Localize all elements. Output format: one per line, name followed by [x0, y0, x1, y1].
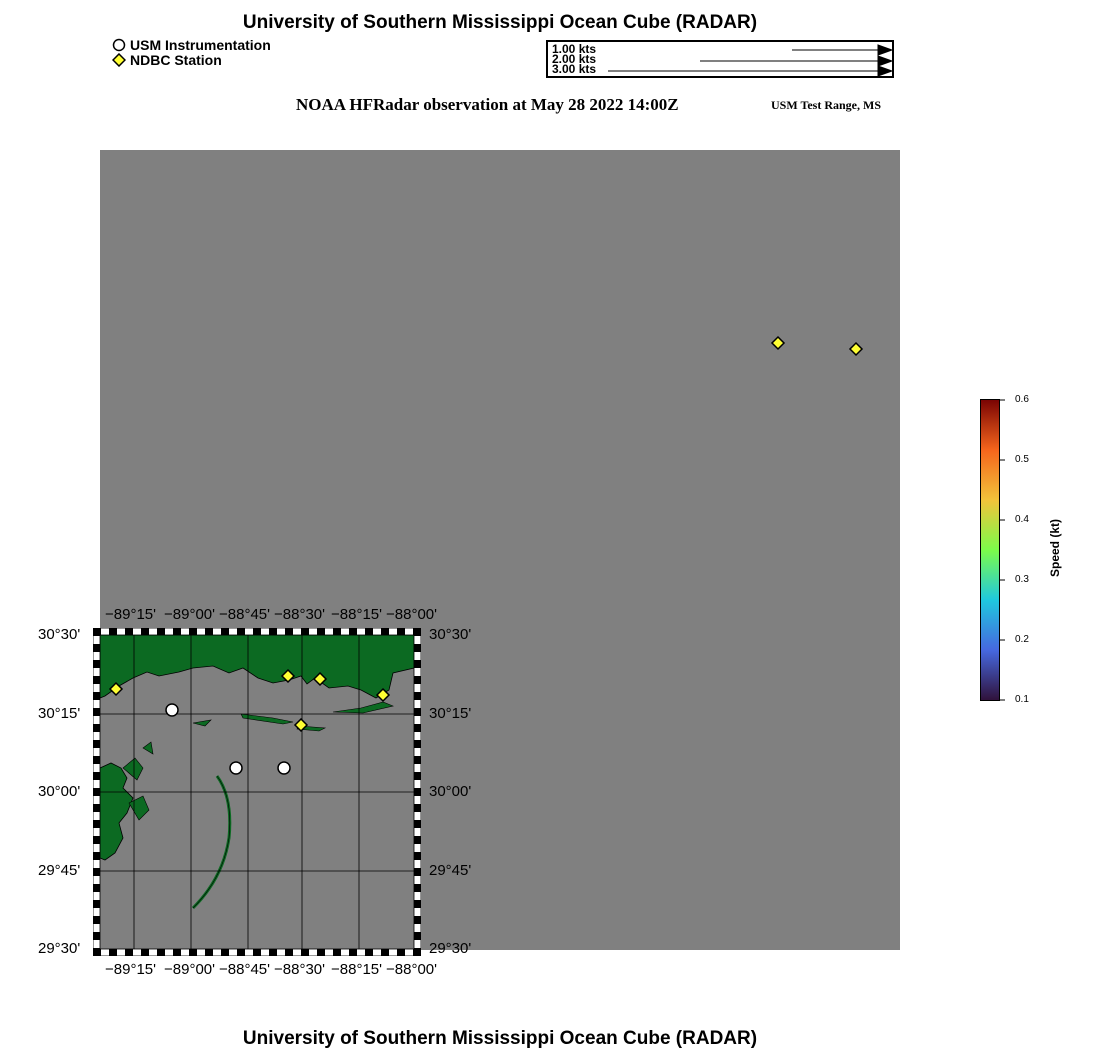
- symbol-legend: [112, 37, 271, 68]
- lat-label-right-4: 29°45': [429, 862, 472, 879]
- lat-label-left-1: 30°30': [38, 626, 81, 643]
- speed-colorbar: [980, 399, 1000, 701]
- legend-ndbc: [112, 52, 271, 68]
- speed-ref-2: 2.00 kts: [552, 52, 597, 66]
- footer-title: University of Southern Mississippi Ocean Cube (RADAR): [242, 1028, 758, 1049]
- usm-circle-icon: [112, 38, 126, 52]
- colorbar-ticks: [999, 399, 1013, 701]
- lon-label-bottom-4: −88°30': [274, 961, 325, 978]
- lon-label-bottom-6: −88°00': [386, 961, 437, 978]
- colorbar-tick: 0.3: [1015, 574, 1029, 585]
- lon-label-top-6: −88°00': [386, 606, 437, 623]
- speed-reference-box: [546, 40, 894, 78]
- inset-map[interactable]: [93, 628, 421, 956]
- lat-label-left-5: 29°30': [38, 940, 81, 957]
- lat-label-right-1: 30°30': [429, 626, 472, 643]
- colorbar-tick: 0.4: [1015, 514, 1029, 525]
- location-label: USM Test Range, MS: [771, 98, 882, 112]
- lon-label-top-4: −88°30': [274, 606, 325, 623]
- lat-label-left-2: 30°15': [38, 705, 81, 722]
- usm-instrument-marker: [230, 762, 242, 774]
- lon-label-top-1: −89°15': [105, 606, 156, 623]
- lon-label-bottom-5: −88°15': [331, 961, 382, 978]
- legend-ndbc-label: NDBC Station: [130, 52, 222, 68]
- usm-instrument-marker: [278, 762, 290, 774]
- speed-ref-3: 3.00 kts: [552, 62, 597, 76]
- inset-frame-top: [93, 628, 421, 635]
- speed-ref-1: 1.00 kts: [552, 42, 597, 56]
- lon-label-bottom-3: −88°45': [219, 961, 270, 978]
- inset-map-svg: [93, 628, 421, 956]
- inset-frame-bottom: [93, 949, 421, 956]
- lat-label-right-2: 30°15': [429, 705, 472, 722]
- lat-label-left-3: 30°00': [38, 783, 81, 800]
- colorbar-tick: 0.5: [1015, 454, 1029, 465]
- lon-label-top-5: −88°15': [331, 606, 382, 623]
- lat-label-left-4: 29°45': [38, 862, 81, 879]
- lon-label-bottom-2: −89°00': [164, 961, 215, 978]
- legend-usm: [112, 37, 271, 53]
- inset-frame-left: [93, 628, 100, 956]
- lon-label-top-3: −88°45': [219, 606, 270, 623]
- observation-subtitle: NOAA HFRadar observation at May 28 2022 14:00Z: [296, 95, 679, 114]
- lon-label-top-2: −89°00': [164, 606, 215, 623]
- speed-arrows: [548, 42, 892, 76]
- ndbc-diamond-icon: [112, 53, 126, 67]
- inset-frame-right: [414, 628, 421, 956]
- colorbar-tick: 0.6: [1015, 394, 1029, 405]
- lon-label-bottom-1: −89°15': [105, 961, 156, 978]
- usm-instrument-marker: [166, 704, 178, 716]
- colorbar-tick: 0.1: [1015, 694, 1029, 705]
- lat-label-right-3: 30°00': [429, 783, 472, 800]
- colorbar-tick: 0.2: [1015, 634, 1029, 645]
- lat-label-right-5: 29°30': [429, 940, 472, 957]
- legend-usm-label: USM Instrumentation: [130, 37, 271, 53]
- ndbc-station-marker: [850, 343, 862, 355]
- ndbc-station-marker: [772, 337, 784, 349]
- colorbar-label: Speed (kt): [1048, 519, 1062, 578]
- map-title: University of Southern Mississippi Ocean Cube (RADAR): [242, 12, 758, 33]
